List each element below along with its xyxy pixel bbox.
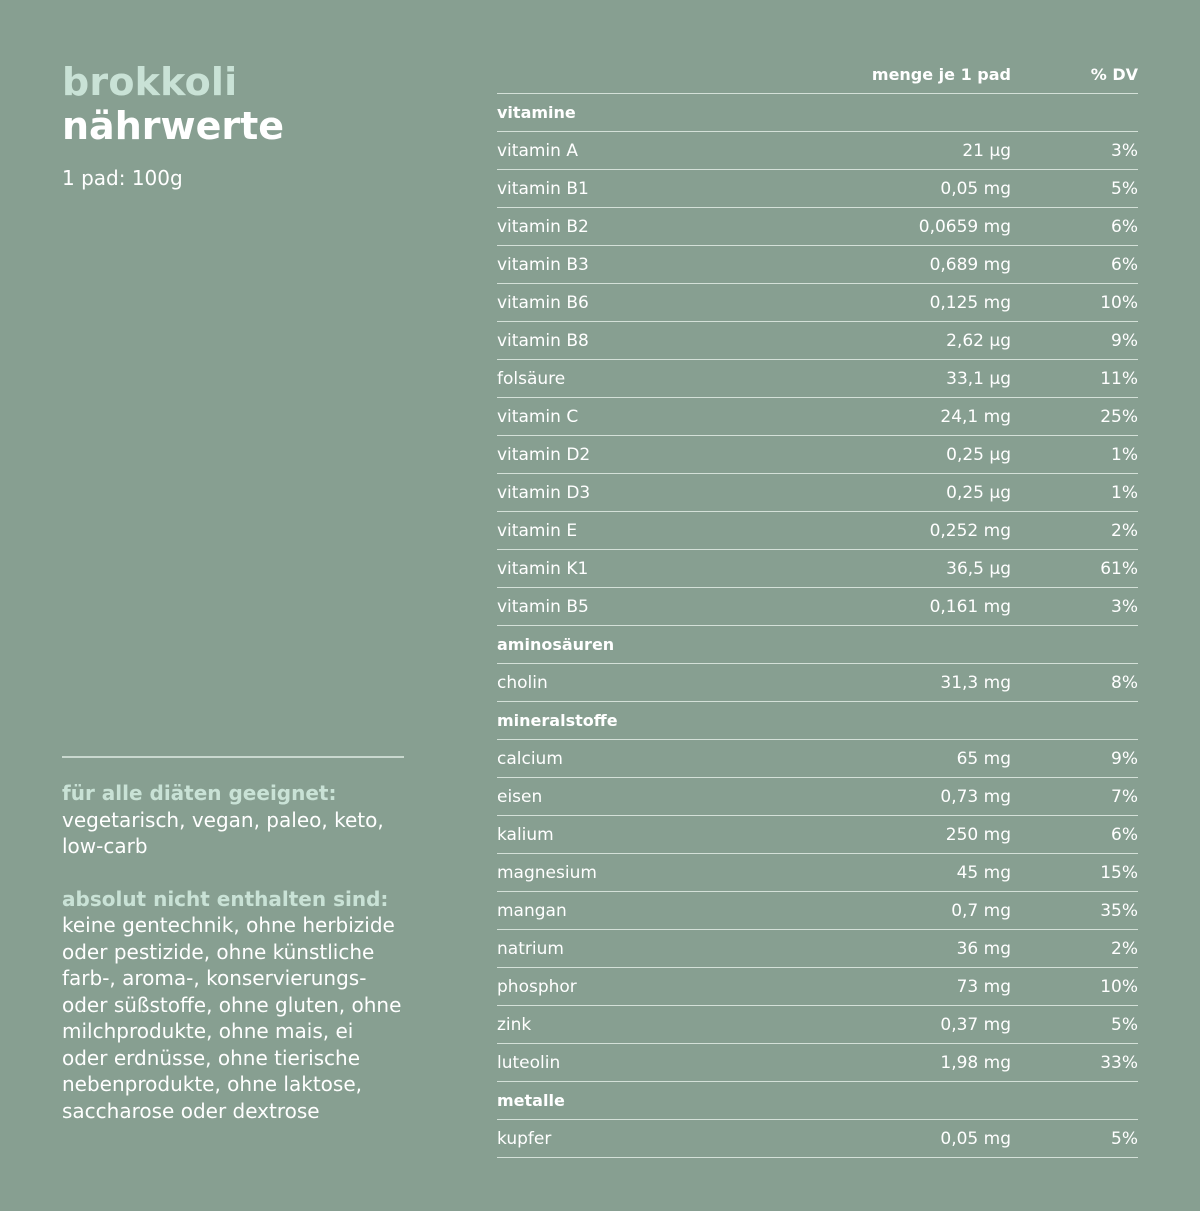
nutrient-name: vitamin B8: [497, 330, 589, 351]
nutrient-dv: 7%: [1111, 786, 1138, 807]
nutrient-dv: 6%: [1111, 216, 1138, 237]
diets-label: für alle diäten geeignet:: [62, 781, 337, 805]
nutrient-name: vitamin A: [497, 140, 578, 161]
nutrient-name: kalium: [497, 824, 554, 845]
group-row: [497, 94, 1138, 132]
table-row: [497, 474, 1138, 512]
nutrient-dv: 6%: [1111, 824, 1138, 845]
nutrient-dv: 8%: [1111, 672, 1138, 693]
table-row: [497, 398, 1138, 436]
table-row: [497, 170, 1138, 208]
nutrient-name: vitamin D2: [497, 444, 591, 465]
table-row: [497, 1006, 1138, 1044]
nutrient-amount: 0,73 mg: [940, 786, 1011, 807]
nutrient-name: eisen: [497, 786, 543, 807]
group-label: metalle: [497, 1091, 565, 1110]
nutrient-amount: 0,25 µg: [946, 444, 1011, 465]
product-name: brokkoli: [62, 60, 238, 104]
nutrient-amount: 21 µg: [962, 140, 1011, 161]
table-header: [497, 55, 1138, 94]
nutrient-dv: 3%: [1111, 140, 1138, 161]
nutrient-amount: 0,0659 mg: [918, 216, 1011, 237]
product-header: [62, 60, 404, 190]
table-row: [497, 550, 1138, 588]
nutrient-amount: 0,25 µg: [946, 482, 1011, 503]
nutrient-name: vitamin B6: [497, 292, 589, 313]
nutrient-name: folsäure: [497, 368, 566, 389]
divider: [62, 756, 404, 758]
nutrient-dv: 5%: [1111, 1014, 1138, 1035]
nutrient-dv: 25%: [1100, 406, 1138, 427]
table-row: [497, 816, 1138, 854]
excluded-label: absolut nicht enthalten sind:: [62, 886, 389, 911]
nutrient-amount: 73 mg: [956, 976, 1011, 997]
table-row: [497, 778, 1138, 816]
excluded-text: keine gentechnik, ohne herbizide oder pestizide, ohne künstliche farb-, aroma-, konservierungs- oder süßstoffe, ohne gluten, ohne milchprodukte, ohne mais, ei oder erdnüsse, ohne tierische nebenprodukte, ohne laktose, saccharose oder dextrose: [62, 913, 402, 1123]
nutrient-dv: 61%: [1100, 558, 1138, 579]
nutrient-dv: 2%: [1111, 520, 1138, 541]
table-row: [497, 284, 1138, 322]
nutrient-amount: 45 mg: [956, 862, 1011, 883]
table-row: [497, 854, 1138, 892]
diets-text: vegetarisch, vegan, paleo, keto, low-carb: [62, 807, 384, 858]
diet-info: [62, 780, 404, 1124]
table-row: [497, 360, 1138, 398]
nutrient-dv: 35%: [1100, 900, 1138, 921]
nutrient-name: cholin: [497, 672, 548, 693]
table-row: [497, 436, 1138, 474]
nutrient-name: phosphor: [497, 976, 577, 997]
table-row: [497, 740, 1138, 778]
nutrient-name: zink: [497, 1014, 532, 1035]
group-label: vitamine: [497, 103, 576, 122]
table-row: [497, 1044, 1138, 1082]
table-row: [497, 1120, 1138, 1158]
nutrient-dv: 9%: [1111, 330, 1138, 351]
table-body: [497, 94, 1138, 1158]
nutrient-amount: 31,3 mg: [940, 672, 1011, 693]
nutrient-dv: 5%: [1111, 178, 1138, 199]
nutrient-amount: 0,37 mg: [940, 1014, 1011, 1035]
nutrient-name: magnesium: [497, 862, 597, 883]
header-amount: menge je 1 pad: [871, 64, 1011, 84]
nutrient-name: vitamin D3: [497, 482, 591, 503]
nutrient-amount: 0,689 mg: [929, 254, 1011, 275]
group-row: [497, 626, 1138, 664]
nutrient-dv: 1%: [1111, 482, 1138, 503]
nutrient-dv: 5%: [1111, 1128, 1138, 1149]
nutrient-amount: 250 mg: [945, 824, 1011, 845]
excluded-block: [62, 886, 404, 1125]
nutrient-amount: 36,5 µg: [946, 558, 1011, 579]
nutrient-name: vitamin K1: [497, 558, 589, 579]
nutrient-amount: 0,7 mg: [951, 900, 1011, 921]
nutrient-name: vitamin B1: [497, 178, 589, 199]
nutrient-name: vitamin B3: [497, 254, 589, 275]
table-row: [497, 930, 1138, 968]
header-dv: % DV: [1090, 64, 1138, 84]
portion-size: 1 pad: 100g: [62, 166, 183, 190]
table-row: [497, 664, 1138, 702]
nutrient-dv: 15%: [1100, 862, 1138, 883]
nutrient-dv: 2%: [1111, 938, 1138, 959]
group-label: aminosäuren: [497, 635, 615, 654]
nutrient-amount: 0,125 mg: [929, 292, 1011, 313]
table-row: [497, 246, 1138, 284]
nutrient-name: vitamin E: [497, 520, 578, 541]
nutrient-amount: 24,1 mg: [940, 406, 1011, 427]
diets-block: [62, 780, 404, 860]
page-title: nährwerte: [62, 104, 285, 148]
group-row: [497, 1082, 1138, 1120]
nutrient-dv: 1%: [1111, 444, 1138, 465]
nutrient-dv: 11%: [1100, 368, 1138, 389]
group-row: [497, 702, 1138, 740]
nutrient-amount: 33,1 µg: [946, 368, 1011, 389]
nutrient-name: mangan: [497, 900, 567, 921]
nutrient-name: vitamin B5: [497, 596, 589, 617]
nutrient-name: calcium: [497, 748, 563, 769]
table-row: [497, 322, 1138, 360]
table-row: [497, 892, 1138, 930]
nutrient-amount: 65 mg: [956, 748, 1011, 769]
nutrient-dv: 10%: [1100, 976, 1138, 997]
nutrient-name: luteolin: [497, 1052, 561, 1073]
nutrient-dv: 6%: [1111, 254, 1138, 275]
nutrient-amount: 0,05 mg: [940, 178, 1011, 199]
nutrient-name: vitamin B2: [497, 216, 589, 237]
nutrient-dv: 10%: [1100, 292, 1138, 313]
nutrient-amount: 36 mg: [956, 938, 1011, 959]
nutrient-dv: 9%: [1111, 748, 1138, 769]
nutrient-amount: 1,98 mg: [940, 1052, 1011, 1073]
nutrition-table: [497, 55, 1138, 1158]
table-row: [497, 208, 1138, 246]
nutrient-dv: 3%: [1111, 596, 1138, 617]
nutrient-amount: 0,05 mg: [940, 1128, 1011, 1149]
nutrient-amount: 0,161 mg: [929, 596, 1011, 617]
nutrient-name: vitamin C: [497, 406, 579, 427]
nutrient-dv: 33%: [1100, 1052, 1138, 1073]
table-row: [497, 588, 1138, 626]
nutrient-name: kupfer: [497, 1128, 552, 1149]
table-row: [497, 968, 1138, 1006]
nutrient-amount: 0,252 mg: [929, 520, 1011, 541]
nutrient-name: natrium: [497, 938, 564, 959]
group-label: mineralstoffe: [497, 711, 618, 730]
table-row: [497, 132, 1138, 170]
table-row: [497, 512, 1138, 550]
nutrient-amount: 2,62 µg: [946, 330, 1011, 351]
